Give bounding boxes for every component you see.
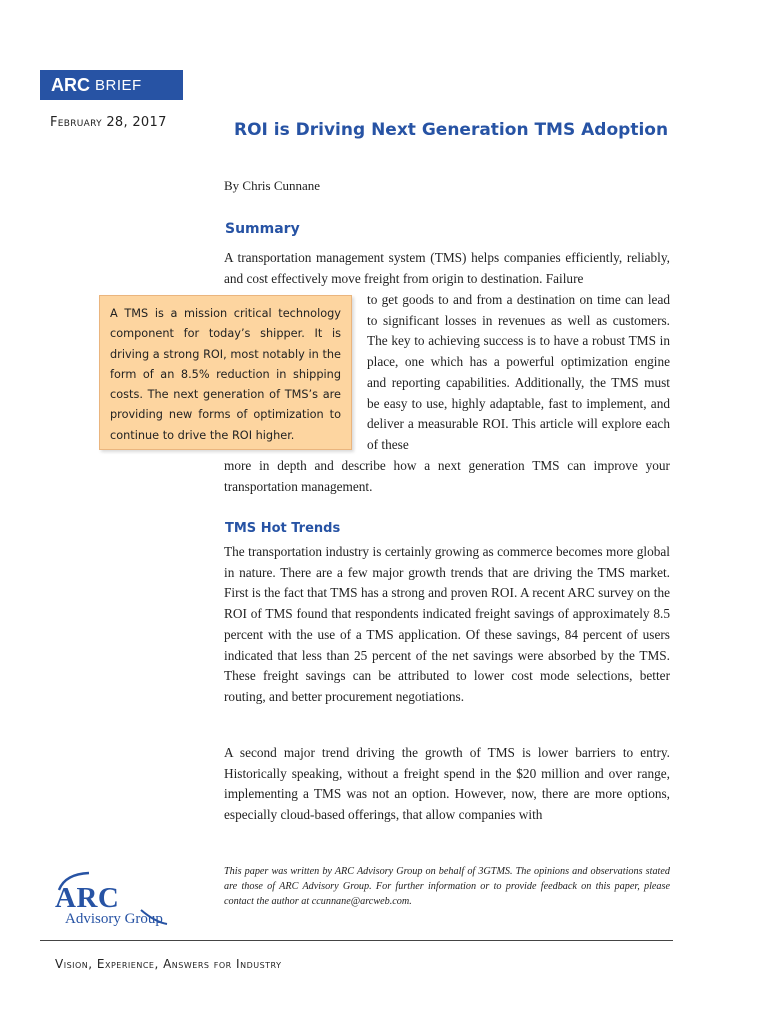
disclaimer-note: This paper was written by ARC Advisory Group on behalf of 3GTMS. The opinions and observations stated are those of ARC Advisory Group. For further information or to provide feedback on this paper, please contact the author at ccunnane@arcweb.com. (224, 866, 670, 907)
callout-box: A TMS is a mission critical technology component for today’s shipper. It is driving a strong ROI, most notably in the form of an 8.5% reduction in shipping costs. The next generation of TMS’s are providing new forms of optimization to continue to drive the ROI higher. (99, 295, 352, 450)
hot-trends-heading: TMS Hot Trends (225, 521, 341, 536)
summary-paragraph-part3: more in depth and describe how a next generation TMS can improve your transportation management. (224, 458, 670, 494)
brand-brief: BRIEF (95, 76, 142, 94)
byline: By Chris Cunnane (224, 178, 321, 193)
hot-trends-paragraph-1: The transportation industry is certainly growing as commerce becomes more global in nature. There are a few major growth trends that are driving the TMS market. First is the fact that TMS has a strong and proven ROI. A recent ARC survey on the ROI of TMS found that respondents indicated freight savings of approximately 8.5 percent with the use of a TMS application. Of these savings, 84 percent of users indicated that less than 25 percent of the net savings were absorbed by the TMS. These freight savings can be attributed to lower cost mode selections, better routing, and better procurement negotiations. (224, 544, 670, 704)
publication-date: February 28, 2017 (50, 115, 167, 130)
document-title: ROI is Driving Next Generation TMS Adoption (234, 120, 669, 140)
arc-advisory-logo (55, 870, 180, 930)
summary-paragraph-part2: to get goods to and from a destination on time can lead to significant losses in revenues as well as customers. The key to achieving success is to have a robust TMS in place, one which has a powerful optimization engine and reporting capabilities. Additionally, the TMS must be easy to use, highly adaptable, fast to implement, and deliver a measurable ROI. This article will explore each of these (367, 292, 670, 452)
summary-heading: Summary (225, 221, 300, 237)
summary-paragraph-part1: A transportation management system (TMS) helps companies efficiently, reliably, and cost effectively move freight from origin to destination. Failure (224, 250, 670, 286)
arc-brief-banner (40, 70, 183, 100)
hot-trends-paragraph-2: A second major trend driving the growth of TMS is lower barriers to entry. Historically speaking, without a freight spend in the $20 million and over range, implementing a TMS was not an option. However, now, there are more options, especially cloud-based offerings, that allow companies with (224, 745, 670, 823)
footer-divider (40, 940, 673, 941)
logo-arc-text: ARC (55, 882, 120, 914)
logo-subtitle: Advisory Group (65, 911, 163, 927)
footer-tagline: Vision, Experience, Answers for Industry (55, 957, 282, 971)
brand-arc: ARC (51, 74, 90, 95)
